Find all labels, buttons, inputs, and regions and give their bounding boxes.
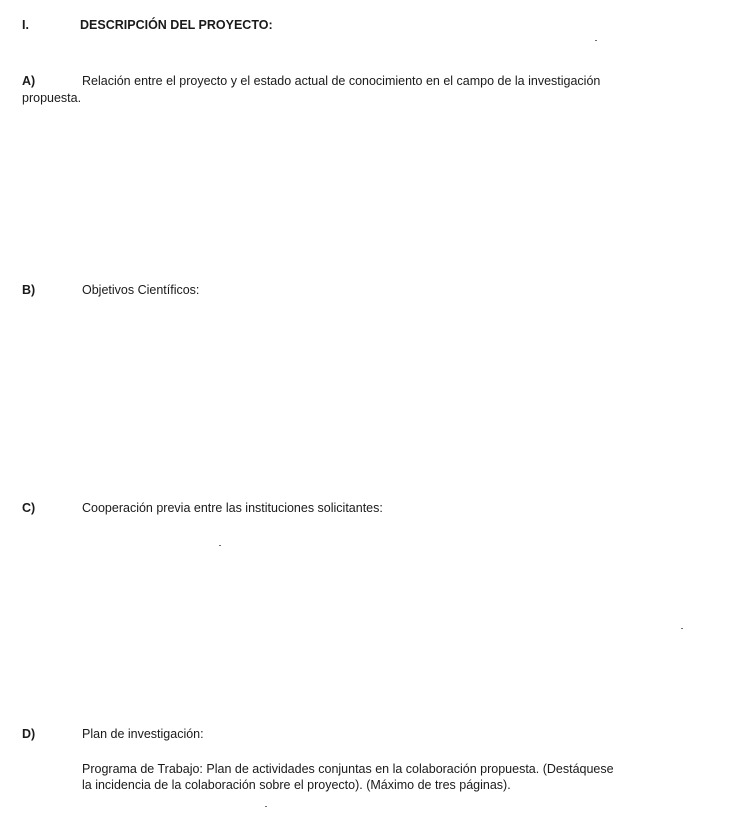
section-b-letter: B) (22, 283, 36, 297)
heading-title: DESCRIPCIÓN DEL PROYECTO: (80, 18, 273, 32)
section-a-letter: A) (22, 74, 36, 88)
section-a-title-line2: propuesta. (22, 91, 82, 105)
section-d-detail-line1: Programa de Trabajo: Plan de actividades conjuntas en la colaboración propuesta. (Destáquese (82, 762, 614, 776)
section-c-letter: C) (22, 501, 36, 515)
section-heading (22, 18, 273, 32)
heading-number: I. (22, 18, 29, 32)
section-c-title: Cooperación previa entre las instituciones solicitantes: (82, 501, 383, 515)
section-d-letter: D) (22, 727, 36, 741)
scan-speck (219, 545, 221, 546)
scan-speck (595, 40, 597, 41)
section-d-title: Plan de investigación: (82, 727, 204, 741)
section-a-title-line1: Relación entre el proyecto y el estado actual de conocimiento en el campo de la investigación (82, 74, 601, 88)
section-b-title: Objetivos Científicos: (82, 283, 200, 297)
scan-speck (265, 806, 267, 807)
section-d-detail-line2: la incidencia de la colaboración sobre el proyecto). (Máximo de tres páginas). (82, 778, 511, 792)
scan-speck (681, 628, 683, 629)
